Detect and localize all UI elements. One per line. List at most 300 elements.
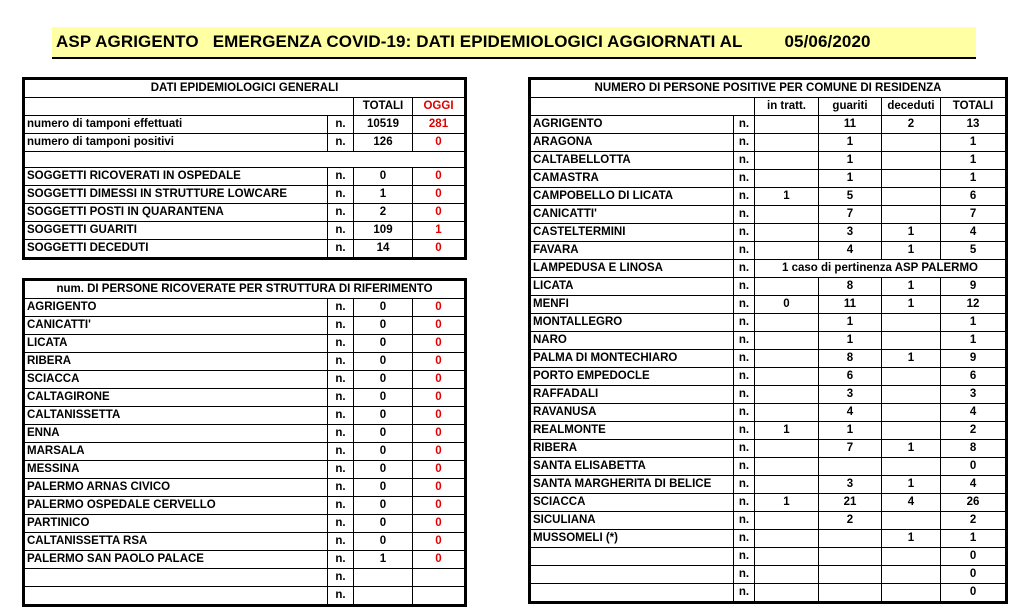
row-totali: 1 <box>941 314 1006 332</box>
spacer-row <box>25 152 465 168</box>
row-label: CAMPOBELLO DI LICATA <box>531 188 734 206</box>
row-oggi: 0 <box>413 533 465 551</box>
table-row <box>531 458 1006 476</box>
row-in-tratt <box>755 368 819 386</box>
row-label <box>25 587 328 605</box>
title-date: 05/06/2020 <box>784 32 871 51</box>
column-totali: TOTALI <box>354 98 413 116</box>
blank-cell <box>25 98 354 116</box>
row-oggi: 0 <box>413 353 465 371</box>
row-label: FAVARA <box>531 242 734 260</box>
row-oggi: 0 <box>413 204 465 222</box>
row-label: SCIACCA <box>25 371 328 389</box>
table-row <box>531 566 1006 584</box>
row-label <box>531 566 734 584</box>
table-row <box>25 515 465 533</box>
row-totali <box>354 587 413 605</box>
table-row <box>25 407 465 425</box>
row-deceduti: 2 <box>882 116 941 134</box>
row-note: 1 caso di pertinenza ASP PALERMO <box>755 260 1006 278</box>
row-in-tratt <box>755 548 819 566</box>
row-oggi: 0 <box>413 551 465 569</box>
row-label: CALTANISSETTA RSA <box>25 533 328 551</box>
row-label: SCIACCA <box>531 494 734 512</box>
row-oggi: 0 <box>413 186 465 204</box>
row-label: MESSINA <box>25 461 328 479</box>
row-guariti: 5 <box>819 188 882 206</box>
row-totali: 1 <box>354 551 413 569</box>
row-label: SANTA MARGHERITA DI BELICE <box>531 476 734 494</box>
row-guariti: 3 <box>819 386 882 404</box>
row-totali: 1 <box>941 152 1006 170</box>
row-label: REALMONTE <box>531 422 734 440</box>
row-deceduti: 1 <box>882 350 941 368</box>
table-row <box>531 278 1006 296</box>
row-totali: 0 <box>354 407 413 425</box>
municipality-heading-row <box>531 80 1006 98</box>
row-unit: n. <box>328 116 354 134</box>
row-deceduti <box>882 314 941 332</box>
table-row <box>25 497 465 515</box>
row-unit: n. <box>734 422 755 440</box>
row-label: SOGGETTI GUARITI <box>25 222 328 240</box>
row-guariti: 1 <box>819 314 882 332</box>
row-in-tratt <box>755 512 819 530</box>
row-totali: 6 <box>941 188 1006 206</box>
row-unit: n. <box>328 299 354 317</box>
row-totali: 0 <box>354 335 413 353</box>
row-oggi: 0 <box>413 317 465 335</box>
column-oggi: OGGI <box>413 98 465 116</box>
row-unit: n. <box>734 584 755 602</box>
row-unit: n. <box>734 404 755 422</box>
row-totali: 109 <box>354 222 413 240</box>
table-row <box>531 386 1006 404</box>
row-guariti <box>819 584 882 602</box>
row-guariti: 1 <box>819 152 882 170</box>
table-row <box>531 206 1006 224</box>
table-row <box>25 479 465 497</box>
row-totali: 1 <box>941 530 1006 548</box>
table-row <box>531 260 1006 278</box>
row-unit: n. <box>328 551 354 569</box>
table-row <box>25 533 465 551</box>
table-row <box>531 296 1006 314</box>
row-label: CANICATTI' <box>25 317 328 335</box>
row-label: PALERMO SAN PAOLO PALACE <box>25 551 328 569</box>
row-in-tratt <box>755 314 819 332</box>
row-totali: 4 <box>941 224 1006 242</box>
row-oggi: 0 <box>413 407 465 425</box>
row-unit: n. <box>328 497 354 515</box>
row-label: CALTANISSETTA <box>25 407 328 425</box>
row-unit: n. <box>734 188 755 206</box>
general-data-table <box>24 79 465 258</box>
row-deceduti <box>882 206 941 224</box>
blank-cell <box>531 98 755 116</box>
row-unit: n. <box>734 314 755 332</box>
row-unit: n. <box>734 206 755 224</box>
row-unit: n. <box>734 350 755 368</box>
general-heading: DATI EPIDEMIOLOGICI GENERALI <box>25 80 465 98</box>
row-unit: n. <box>734 494 755 512</box>
row-deceduti <box>882 566 941 584</box>
row-guariti <box>819 548 882 566</box>
table-row <box>25 186 465 204</box>
row-totali: 0 <box>354 461 413 479</box>
row-unit: n. <box>328 204 354 222</box>
row-totali: 0 <box>354 497 413 515</box>
row-unit: n. <box>328 222 354 240</box>
row-guariti: 4 <box>819 242 882 260</box>
table-row <box>25 240 465 258</box>
table-row <box>531 512 1006 530</box>
row-guariti: 8 <box>819 350 882 368</box>
row-totali: 0 <box>941 566 1006 584</box>
table-row <box>25 222 465 240</box>
municipality-heading: NUMERO DI PERSONE POSITIVE PER COMUNE DI RESIDENZA <box>531 80 1006 98</box>
row-unit: n. <box>734 368 755 386</box>
row-guariti <box>819 566 882 584</box>
row-unit: n. <box>328 515 354 533</box>
row-label: MENFI <box>531 296 734 314</box>
row-deceduti: 1 <box>882 440 941 458</box>
row-guariti: 1 <box>819 422 882 440</box>
row-oggi: 0 <box>413 389 465 407</box>
table-row <box>25 317 465 335</box>
row-unit: n. <box>734 134 755 152</box>
row-in-tratt <box>755 206 819 224</box>
row-oggi: 0 <box>413 497 465 515</box>
row-unit: n. <box>328 168 354 186</box>
row-in-tratt <box>755 530 819 548</box>
row-unit: n. <box>328 587 354 605</box>
row-label: SANTA ELISABETTA <box>531 458 734 476</box>
row-in-tratt <box>755 458 819 476</box>
row-deceduti <box>882 512 941 530</box>
row-unit: n. <box>734 170 755 188</box>
row-guariti: 8 <box>819 278 882 296</box>
row-unit: n. <box>328 335 354 353</box>
row-unit: n. <box>734 242 755 260</box>
row-totali: 0 <box>354 515 413 533</box>
row-label: SOGGETTI DIMESSI IN STRUTTURE LOWCARE <box>25 186 328 204</box>
title-subject: EMERGENZA COVID-19: DATI EPIDEMIOLOGICI AGGIORNATI AL <box>212 32 743 51</box>
table-row <box>25 389 465 407</box>
row-label: AGRIGENTO <box>531 116 734 134</box>
row-in-tratt <box>755 278 819 296</box>
table-row <box>25 569 465 587</box>
row-totali: 9 <box>941 278 1006 296</box>
row-in-tratt: 1 <box>755 422 819 440</box>
row-label: LICATA <box>25 335 328 353</box>
table-row <box>531 170 1006 188</box>
row-unit: n. <box>734 548 755 566</box>
row-guariti: 11 <box>819 116 882 134</box>
row-in-tratt <box>755 566 819 584</box>
row-totali: 12 <box>941 296 1006 314</box>
row-oggi: 0 <box>413 443 465 461</box>
row-oggi: 0 <box>413 134 465 152</box>
row-unit: n. <box>328 134 354 152</box>
row-totali: 0 <box>354 371 413 389</box>
row-deceduti <box>882 170 941 188</box>
row-deceduti <box>882 188 941 206</box>
row-deceduti <box>882 368 941 386</box>
row-in-tratt <box>755 134 819 152</box>
table-row <box>25 461 465 479</box>
row-label: CAMASTRA <box>531 170 734 188</box>
row-totali: 1 <box>941 332 1006 350</box>
table-row <box>25 116 465 134</box>
row-label: numero di tamponi effettuati <box>25 116 328 134</box>
row-totali: 6 <box>941 368 1006 386</box>
row-label: SICULIANA <box>531 512 734 530</box>
row-unit: n. <box>328 186 354 204</box>
row-label: CANICATTI' <box>531 206 734 224</box>
row-unit: n. <box>734 512 755 530</box>
row-label <box>531 548 734 566</box>
row-deceduti: 1 <box>882 296 941 314</box>
row-totali: 7 <box>941 206 1006 224</box>
row-label: PALERMO ARNAS CIVICO <box>25 479 328 497</box>
row-in-tratt <box>755 440 819 458</box>
row-deceduti <box>882 134 941 152</box>
row-deceduti: 1 <box>882 530 941 548</box>
row-totali: 3 <box>941 386 1006 404</box>
row-label: CASTELTERMINI <box>531 224 734 242</box>
general-heading-row <box>25 80 465 98</box>
table-row <box>531 188 1006 206</box>
row-totali: 4 <box>941 404 1006 422</box>
row-label: MUSSOMELI (*) <box>531 530 734 548</box>
row-in-tratt <box>755 242 819 260</box>
row-unit: n. <box>734 296 755 314</box>
table-row <box>531 116 1006 134</box>
table-row <box>531 548 1006 566</box>
row-unit: n. <box>734 278 755 296</box>
row-totali: 5 <box>941 242 1006 260</box>
row-guariti <box>819 530 882 548</box>
table-row <box>25 587 465 605</box>
row-label: SOGGETTI DECEDUTI <box>25 240 328 258</box>
row-unit: n. <box>328 240 354 258</box>
row-unit: n. <box>734 458 755 476</box>
row-guariti <box>819 458 882 476</box>
table-row <box>25 443 465 461</box>
general-columns-row <box>25 98 465 116</box>
row-deceduti: 1 <box>882 278 941 296</box>
row-unit: n. <box>328 425 354 443</box>
row-totali: 0 <box>354 299 413 317</box>
row-totali: 2 <box>941 512 1006 530</box>
row-totali <box>354 569 413 587</box>
row-label: CALTABELLOTTA <box>531 152 734 170</box>
row-label <box>531 584 734 602</box>
row-oggi: 0 <box>413 240 465 258</box>
row-unit: n. <box>734 332 755 350</box>
row-guariti: 3 <box>819 476 882 494</box>
row-oggi: 0 <box>413 479 465 497</box>
row-totali: 1 <box>941 170 1006 188</box>
row-totali: 13 <box>941 116 1006 134</box>
row-unit: n. <box>328 569 354 587</box>
row-totali: 0 <box>941 548 1006 566</box>
table-row <box>531 332 1006 350</box>
table-row <box>531 350 1006 368</box>
table-row <box>25 168 465 186</box>
row-guariti: 1 <box>819 134 882 152</box>
column-header: in tratt. <box>755 98 819 116</box>
column-header: deceduti <box>882 98 941 116</box>
table-row <box>531 134 1006 152</box>
row-unit: n. <box>328 317 354 335</box>
row-in-tratt <box>755 116 819 134</box>
row-in-tratt: 1 <box>755 188 819 206</box>
row-label: LAMPEDUSA E LINOSA <box>531 260 734 278</box>
row-oggi: 0 <box>413 335 465 353</box>
table-row <box>531 494 1006 512</box>
row-label: MONTALLEGRO <box>531 314 734 332</box>
row-totali: 0 <box>354 353 413 371</box>
table-row <box>531 242 1006 260</box>
row-totali: 9 <box>941 350 1006 368</box>
table-row <box>25 335 465 353</box>
row-deceduti <box>882 332 941 350</box>
row-totali: 2 <box>941 422 1006 440</box>
table-row <box>531 404 1006 422</box>
row-totali: 0 <box>354 443 413 461</box>
row-guariti: 7 <box>819 440 882 458</box>
table-row <box>531 368 1006 386</box>
row-totali: 0 <box>941 584 1006 602</box>
table-row <box>531 152 1006 170</box>
table-row <box>531 314 1006 332</box>
row-unit: n. <box>328 479 354 497</box>
row-label: numero di tamponi positivi <box>25 134 328 152</box>
row-oggi: 281 <box>413 116 465 134</box>
row-deceduti: 4 <box>882 494 941 512</box>
row-unit: n. <box>734 152 755 170</box>
table-row <box>25 371 465 389</box>
hospitalized-heading-row <box>25 281 465 299</box>
row-deceduti: 1 <box>882 242 941 260</box>
table-row <box>531 584 1006 602</box>
column-header: guariti <box>819 98 882 116</box>
row-oggi: 0 <box>413 299 465 317</box>
row-label <box>25 569 328 587</box>
row-totali: 14 <box>354 240 413 258</box>
row-unit: n. <box>328 353 354 371</box>
table-row <box>25 299 465 317</box>
row-unit: n. <box>734 224 755 242</box>
table-row <box>25 551 465 569</box>
row-unit: n. <box>734 386 755 404</box>
row-oggi <box>413 569 465 587</box>
row-deceduti <box>882 458 941 476</box>
row-unit: n. <box>328 389 354 407</box>
row-deceduti <box>882 584 941 602</box>
row-totali: 2 <box>354 204 413 222</box>
table-row <box>531 440 1006 458</box>
title-org: ASP AGRIGENTO <box>56 32 199 51</box>
row-guariti: 21 <box>819 494 882 512</box>
row-totali: 1 <box>354 186 413 204</box>
row-totali: 0 <box>354 479 413 497</box>
row-in-tratt <box>755 404 819 422</box>
row-unit: n. <box>734 476 755 494</box>
row-oggi: 0 <box>413 425 465 443</box>
row-deceduti <box>882 548 941 566</box>
row-oggi: 0 <box>413 168 465 186</box>
row-unit: n. <box>328 371 354 389</box>
report-title <box>52 27 976 59</box>
row-label: SOGGETTI RICOVERATI IN OSPEDALE <box>25 168 328 186</box>
municipality-columns-row <box>531 98 1006 116</box>
row-in-tratt <box>755 224 819 242</box>
row-in-tratt <box>755 170 819 188</box>
table-row <box>531 476 1006 494</box>
row-totali: 26 <box>941 494 1006 512</box>
row-label: MARSALA <box>25 443 328 461</box>
row-label: ENNA <box>25 425 328 443</box>
row-label: PALERMO OSPEDALE CERVELLO <box>25 497 328 515</box>
hospitalized-table <box>24 280 465 605</box>
row-in-tratt <box>755 584 819 602</box>
row-guariti: 6 <box>819 368 882 386</box>
row-label: RIBERA <box>531 440 734 458</box>
row-in-tratt <box>755 152 819 170</box>
row-label: SOGGETTI POSTI IN QUARANTENA <box>25 204 328 222</box>
row-unit: n. <box>734 530 755 548</box>
table-row <box>531 530 1006 548</box>
row-totali: 0 <box>354 317 413 335</box>
row-oggi: 0 <box>413 461 465 479</box>
row-label: NARO <box>531 332 734 350</box>
row-totali: 8 <box>941 440 1006 458</box>
row-label: AGRIGENTO <box>25 299 328 317</box>
row-unit: n. <box>328 461 354 479</box>
row-label: CALTAGIRONE <box>25 389 328 407</box>
row-label: PALMA DI MONTECHIARO <box>531 350 734 368</box>
row-totali: 10519 <box>354 116 413 134</box>
row-oggi: 1 <box>413 222 465 240</box>
row-in-tratt <box>755 476 819 494</box>
row-totali: 1 <box>941 134 1006 152</box>
row-unit: n. <box>734 116 755 134</box>
table-row <box>25 204 465 222</box>
row-deceduti: 1 <box>882 476 941 494</box>
row-unit: n. <box>328 443 354 461</box>
row-unit: n. <box>328 407 354 425</box>
row-guariti: 11 <box>819 296 882 314</box>
row-label: PARTINICO <box>25 515 328 533</box>
hospitalized-heading: num. DI PERSONE RICOVERATE PER STRUTTURA DI RIFERIMENTO <box>25 281 465 299</box>
row-guariti: 7 <box>819 206 882 224</box>
table-row <box>531 422 1006 440</box>
row-deceduti: 1 <box>882 224 941 242</box>
row-unit: n. <box>734 566 755 584</box>
table-row <box>531 224 1006 242</box>
row-in-tratt: 1 <box>755 494 819 512</box>
row-totali: 0 <box>354 533 413 551</box>
row-guariti: 3 <box>819 224 882 242</box>
row-in-tratt <box>755 350 819 368</box>
row-in-tratt: 0 <box>755 296 819 314</box>
row-oggi <box>413 587 465 605</box>
table-row <box>25 353 465 371</box>
row-label: RIBERA <box>25 353 328 371</box>
